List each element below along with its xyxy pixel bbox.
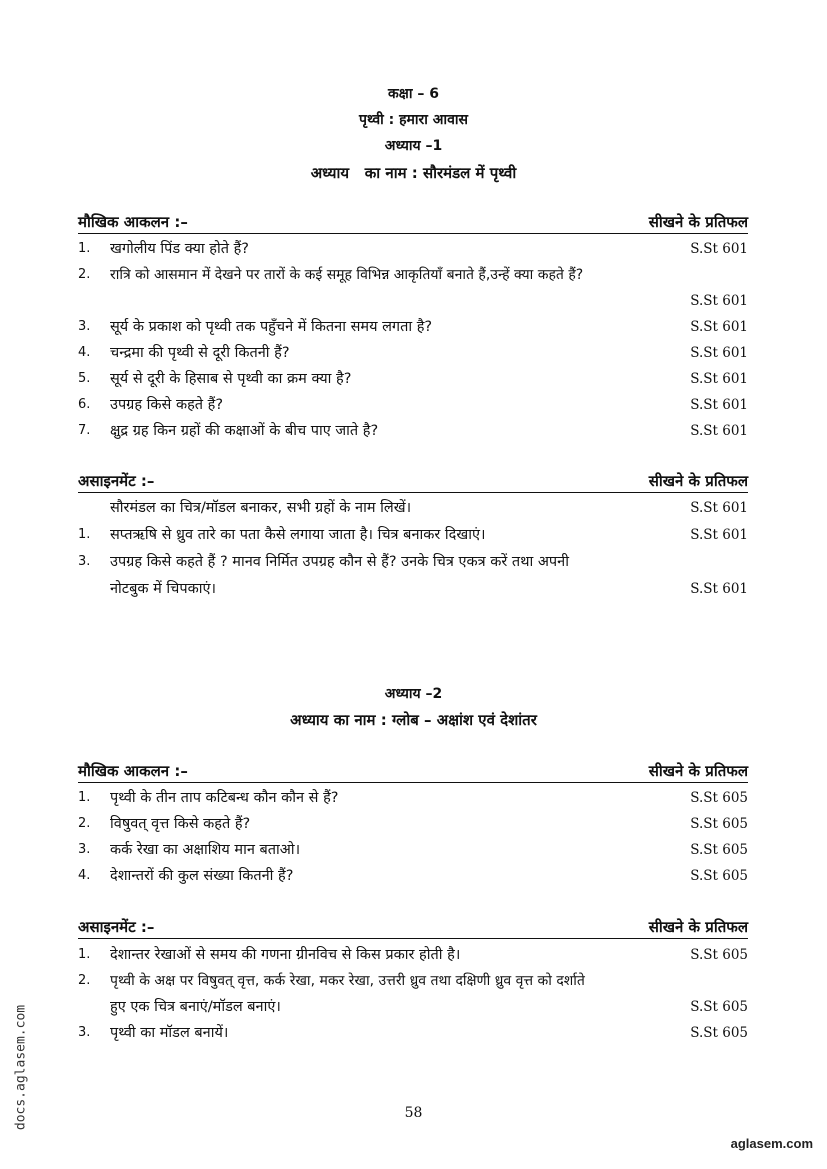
item-number: 4. bbox=[78, 345, 91, 360]
item-text: उपग्रह किसे कहते हैं ? मानव निर्मित उपग्रह कौन से हैं? उनके चित्र एकत्र करें तथा अपनी bbox=[110, 554, 569, 570]
item-code: S.St 605 bbox=[690, 842, 748, 858]
item-number: 1. bbox=[78, 947, 91, 962]
chapter1-name: अध्याय का नाम : सौरमंडल में पृथ्वी bbox=[310, 164, 517, 182]
chapter1-assignment-heading-row bbox=[78, 470, 748, 493]
item-code: S.St 605 bbox=[690, 947, 748, 963]
list-item bbox=[78, 368, 748, 390]
item-number: 6. bbox=[78, 397, 91, 412]
item-text: सौरमंडल का चित्र/मॉडल बनाकर, सभी ग्रहों के नाम लिखें। bbox=[110, 500, 412, 516]
item-number: 5. bbox=[78, 371, 91, 386]
list-item bbox=[78, 316, 748, 338]
item-number: 3. bbox=[78, 319, 91, 334]
page-number: 58 bbox=[404, 1105, 423, 1121]
list-item bbox=[78, 238, 748, 260]
item-code: S.St 601 bbox=[690, 371, 748, 387]
item-text: कर्क रेखा का अक्षाशिय मान बताओ। bbox=[110, 842, 301, 858]
item-text: सूर्य के प्रकाश को पृथ्वी तक पहुँचने में कितना समय लगता है? bbox=[110, 319, 433, 335]
item-number: 3. bbox=[78, 554, 91, 569]
item-number: 1. bbox=[78, 790, 91, 805]
item-code: S.St 601 bbox=[690, 241, 748, 257]
book-title: पृथ्वी : हमारा आवास bbox=[359, 112, 468, 128]
list-item bbox=[78, 342, 748, 364]
item-text: क्षुद्र ग्रह किन ग्रहों की कक्षाओं के बीच पाए जाते है? bbox=[110, 423, 379, 439]
item-code: S.St 605 bbox=[690, 1025, 748, 1041]
item-code: S.St 601 bbox=[690, 527, 748, 543]
chapter2-label: अध्याय –2 bbox=[384, 686, 443, 702]
list-item bbox=[78, 420, 748, 442]
item-text: पृथ्वी के अक्ष पर विषुवत् वृत्त, कर्क रेखा, मकर रेखा, उत्तरी ध्रुव तथा दक्षिणी ध्रुव वृत्त को दर्शाते bbox=[110, 973, 585, 989]
list-item bbox=[78, 394, 748, 416]
item-code: S.St 601 bbox=[690, 500, 748, 516]
item-text-continued: हुए एक चित्र बनाएं/मॉडल बनाएं। bbox=[110, 999, 281, 1015]
item-text: सप्तऋषि से ध्रुव तारे का पता कैसे लगाया जाता है। चित्र बनाकर दिखाएं। bbox=[110, 527, 486, 543]
list-item bbox=[78, 1022, 748, 1044]
list-item bbox=[78, 787, 748, 809]
chapter1-oral-heading-row bbox=[78, 211, 748, 234]
item-text-continued: नोटबुक में चिपकाएं। bbox=[110, 581, 217, 597]
class-line: कक्षा – 6 bbox=[388, 86, 439, 102]
chapter2-name: अध्याय का नाम : ग्लोब – अक्षांश एवं देशांतर bbox=[290, 711, 537, 729]
item-number: 1. bbox=[78, 527, 91, 542]
item-text: सूर्य से दूरी के हिसाब से पृथ्वी का क्रम क्या है? bbox=[110, 371, 352, 387]
item-number: 2. bbox=[78, 973, 91, 988]
chapter2-oral-heading-row bbox=[78, 760, 748, 783]
list-item-continuation bbox=[78, 996, 748, 1018]
list-item bbox=[78, 264, 748, 286]
item-text: चन्द्रमा की पृथ्वी से दूरी कितनी हैं? bbox=[110, 345, 290, 361]
list-item bbox=[78, 813, 748, 835]
item-code: S.St 601 bbox=[690, 345, 748, 361]
item-code: S.St 601 bbox=[690, 423, 748, 439]
item-number: 1. bbox=[78, 241, 91, 256]
assignment-heading: असाइनमेंट :– bbox=[78, 472, 155, 490]
list-item-continuation bbox=[78, 578, 748, 600]
item-number: 2. bbox=[78, 816, 91, 831]
item-text: रात्रि को आसमान में देखने पर तारों के कई समूह विभिन्न आकृतियाँ बनाते हैं,उन्हें क्या कहते हैं? bbox=[110, 267, 584, 283]
outcome-heading: सीखने के प्रतिफल bbox=[648, 762, 748, 780]
item-text: देशान्तरों की कुल संख्या कितनी हैं? bbox=[110, 868, 294, 884]
item-code: S.St 605 bbox=[690, 816, 748, 832]
list-item-continuation bbox=[78, 290, 748, 312]
list-item bbox=[78, 497, 748, 519]
oral-heading: मौखिक आकलन :– bbox=[78, 762, 188, 780]
item-text: खगोलीय पिंड क्या होते हैं? bbox=[110, 241, 249, 257]
item-code: S.St 605 bbox=[690, 790, 748, 806]
list-item bbox=[78, 944, 748, 966]
assignment-heading: असाइनमेंट :– bbox=[78, 918, 155, 936]
item-number: 2. bbox=[78, 267, 91, 282]
item-text: पृथ्वी के तीन ताप कटिबन्ध कौन कौन से हैं? bbox=[110, 790, 339, 806]
outcome-heading: सीखने के प्रतिफल bbox=[648, 472, 748, 490]
side-watermark: docs.aglasem.com bbox=[13, 1004, 29, 1131]
item-number: 7. bbox=[78, 423, 91, 438]
item-number: 4. bbox=[78, 868, 91, 883]
item-number: 3. bbox=[78, 842, 91, 857]
list-item bbox=[78, 970, 748, 992]
item-code: S.St 605 bbox=[690, 999, 748, 1015]
item-code: S.St 601 bbox=[690, 397, 748, 413]
list-item bbox=[78, 524, 748, 546]
item-code: S.St 605 bbox=[690, 868, 748, 884]
item-text: देशान्तर रेखाओं से समय की गणना ग्रीनविच से किस प्रकार होती है। bbox=[110, 947, 461, 963]
item-code: S.St 601 bbox=[690, 319, 748, 335]
chapter1-label: अध्याय –1 bbox=[384, 138, 443, 154]
item-number: 3. bbox=[78, 1025, 91, 1040]
chapter2-assignment-heading-row bbox=[78, 916, 748, 939]
item-text: पृथ्वी का मॉडल बनायें। bbox=[110, 1025, 229, 1041]
item-text: विषुवत् वृत्त किसे कहते हैं? bbox=[110, 816, 251, 832]
list-item bbox=[78, 865, 748, 887]
item-code: S.St 601 bbox=[690, 293, 748, 309]
list-item bbox=[78, 551, 748, 573]
outcome-heading: सीखने के प्रतिफल bbox=[648, 918, 748, 936]
corner-watermark: aglasem.com bbox=[730, 1136, 813, 1151]
outcome-heading: सीखने के प्रतिफल bbox=[648, 213, 748, 231]
list-item bbox=[78, 839, 748, 861]
oral-heading: मौखिक आकलन :– bbox=[78, 213, 188, 231]
item-text: उपग्रह किसे कहते हैं? bbox=[110, 397, 224, 413]
item-code: S.St 601 bbox=[690, 581, 748, 597]
